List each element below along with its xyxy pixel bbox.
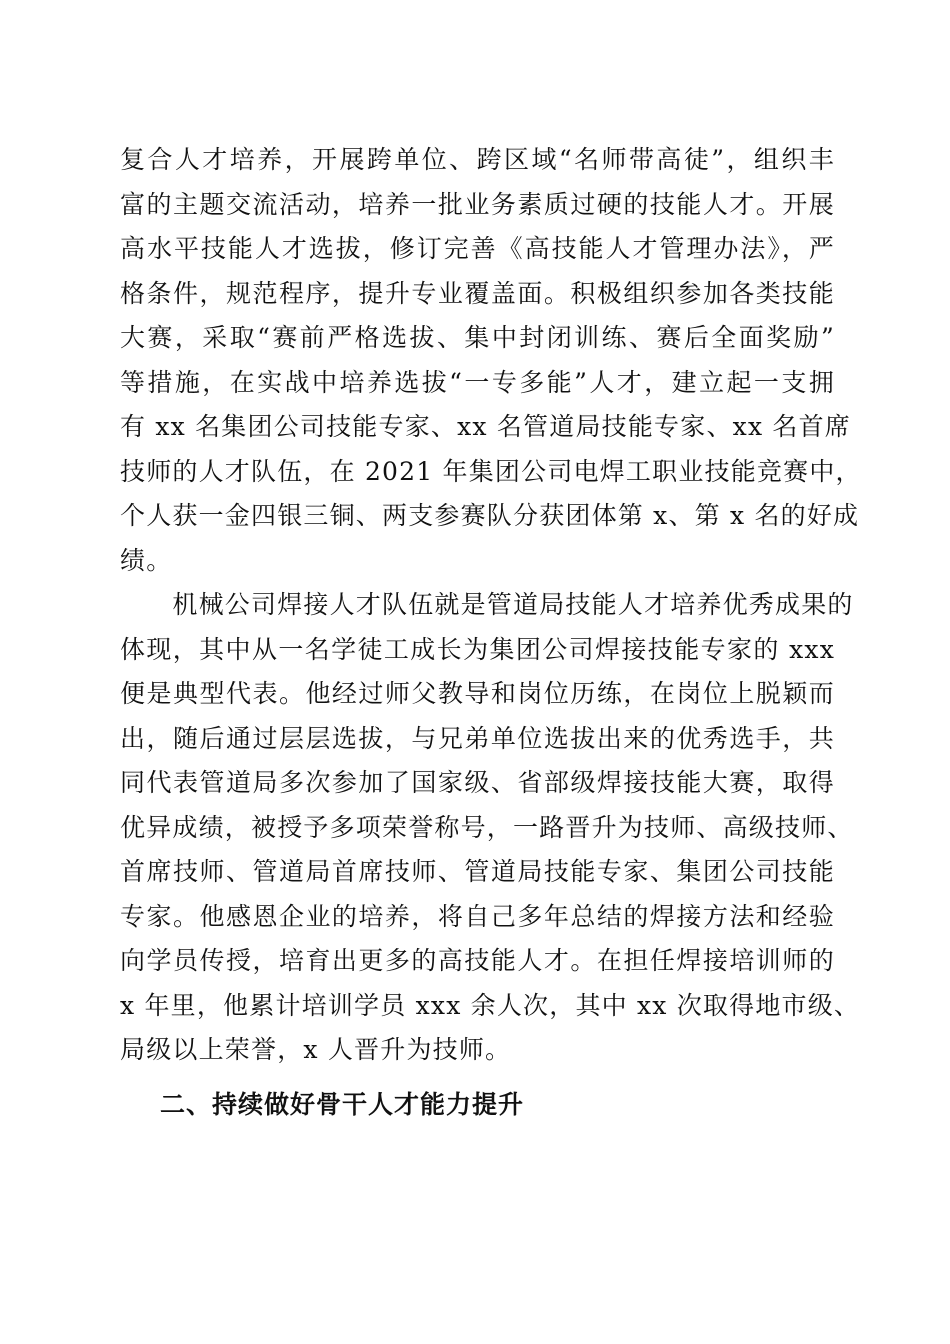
text-line: 局级以上荣誉，x 人晋升为技师。 (120, 1035, 512, 1064)
text-line: 同代表管道局多次参加了国家级、省部级焊接技能大赛，取得 (120, 768, 835, 797)
text-line: 优异成绩，被授予多项荣誉称号，一路晋升为技师、高级技师、 (120, 812, 854, 842)
text-line: 复合人才培养，开展跨单位、跨区域“名师带高徒”，组织丰 (120, 145, 835, 174)
text-line: 绩。 (120, 545, 173, 575)
text-line: 向学员传授，培育出更多的高技能人才。在担任焊接培训师的 (120, 946, 835, 975)
text-line: x 年里，他累计培训学员 xxx 余人次，其中 xx 次取得地市级、 (120, 990, 861, 1020)
text-line: 专家。他感恩企业的培养，将自己多年总结的焊接方法和经验 (120, 901, 835, 931)
paragraph-1 (120, 138, 862, 583)
body-text (120, 138, 862, 1073)
text-line: 出，随后通过层层选拔，与兄弟单位选拔出来的优秀选手，共 (120, 723, 835, 753)
text-line: 高水平技能人才选拔，修订完善《高技能人才管理办法》，严 (120, 234, 835, 263)
text-line: 便是典型代表。他经过师父教导和岗位历练，在岗位上脱颖而 (120, 679, 835, 708)
text-line: 等措施，在实战中培养选拔“一专多能”人才，建立起一支拥 (120, 367, 835, 397)
text-line: 首席技师、管道局首席技师、管道局技能专家、集团公司技能 (120, 857, 835, 886)
text-line: 个人获一金四银三铜、两支参赛队分获团体第 x、第 x 名的好成 (120, 501, 860, 530)
text-line: 技师的人才队伍，在 2021 年集团公司电焊工职业技能竞赛中， (120, 456, 862, 486)
text-line: 机械公司焊接人才队伍就是管道局技能人才培养优秀成果的 (120, 590, 854, 619)
text-line: 体现，其中从一名学徒工成长为集团公司焊接技能专家的 xxx (120, 634, 835, 664)
text-line: 格条件，规范程序，提升专业覆盖面。积极组织参加各类技能 (120, 278, 835, 308)
text-line: 富的主题交流活动，培养一批业务素质过硬的技能人才。开展 (120, 189, 835, 219)
section-heading: 二、持续做好骨干人才能力提升 (160, 1090, 525, 1119)
text-line: 有 xx 名集团公司技能专家、xx 名管道局技能专家、xx 名首席 (120, 412, 851, 441)
text-line: 大赛，采取“赛前严格选拔、集中封闭训练、赛后全面奖励” (120, 323, 835, 352)
paragraph-2 (120, 583, 861, 1073)
